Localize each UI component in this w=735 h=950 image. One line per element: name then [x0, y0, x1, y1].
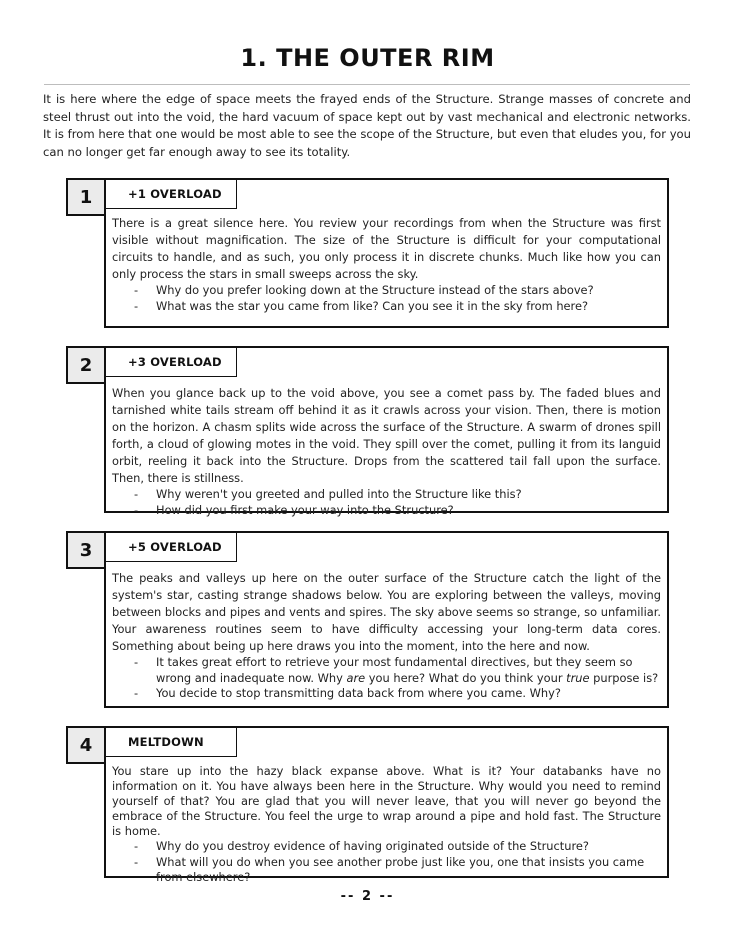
question-list-2: [106, 487, 667, 518]
page-title: 1. THE OUTER RIM: [240, 44, 495, 72]
question-item: [128, 487, 661, 503]
question-text-part: you here? What do you think your: [365, 670, 567, 685]
list-dash: -: [134, 655, 139, 669]
card-body-4: You stare up into the hazy black expanse above. What is it? Your databanks have no information on it. You have always been here in the Structure. Why would you need to remind yourself of that? You are glad that you will never leave, that you will never go beyond the embrace of the Structure. You feel the urge to wrap around a pipe and hold fast. The Structure is home.: [112, 764, 661, 838]
question-text: What will you do when you see another probe just like you, one that insists you came from elsewhere?: [156, 854, 645, 884]
page-number: -- 2 --: [340, 889, 395, 904]
question-text: Why weren't you greeted and pulled into the Structure like this?: [156, 487, 522, 501]
title-divider: [44, 84, 690, 85]
result-card-1: [104, 178, 669, 328]
question-list-4: [106, 839, 667, 886]
question-text-part: purpose is?: [589, 670, 659, 685]
question-item: [128, 503, 661, 519]
card-number-4: 4: [66, 726, 104, 764]
card-label-4: MELTDOWN: [106, 728, 237, 757]
card-label-1: +1 OVERLOAD: [106, 180, 237, 209]
result-card-2: [104, 346, 669, 517]
emphasis-are: are: [346, 670, 366, 685]
result-card-3: [104, 531, 669, 708]
card-body-1: There is a great silence here. You review your recordings from when the Structure was first visible without magnification. The size of the Structure is difficult for your computational circuits to handle, and as such, you only process it in discrete chunks. Much like how you can only process the stars in small sweeps across the sky.: [112, 216, 661, 281]
list-dash: -: [134, 686, 139, 700]
question-text: Why do you prefer looking down at the Structure instead of the stars above?: [156, 283, 594, 297]
list-dash: -: [134, 854, 139, 869]
list-dash: -: [134, 487, 139, 501]
question-text: How did you first make your way into the Structure?: [156, 502, 454, 517]
result-card-4: [104, 726, 669, 884]
question-text: Why do you destroy evidence of having originated outside of the Structure?: [156, 839, 589, 853]
list-dash: -: [134, 298, 139, 313]
question-text: What was the star you came from like? Can you see it in the sky from here?: [156, 298, 589, 313]
question-list-1: [106, 283, 667, 314]
question-item: [128, 839, 661, 855]
question-text-part: It takes great effort to retrieve your most fundamental directives, but they seem so wrong and inadequate now. Why: [156, 655, 633, 685]
card-number-3: 3: [66, 531, 104, 569]
emphasis-true: true: [566, 670, 590, 685]
question-text: You decide to stop transmitting data back from where you came. Why?: [156, 686, 561, 700]
card-label-3: +5 OVERLOAD: [106, 533, 237, 562]
question-item: [128, 855, 661, 886]
list-dash: -: [134, 283, 139, 297]
list-dash: -: [134, 839, 139, 853]
question-item: [128, 283, 661, 299]
question-list-3: [106, 655, 667, 702]
card-body-3: The peaks and valleys up here on the outer surface of the Structure catch the light of the system's star, casting strange shadows below. You are exploring between the valleys, moving between blocks and pipes and vents and spires. The sky above seems so strange, so unfamiliar. Your awareness routines seem to have difficulty accessing your long-term data cores. Something about being up here draws you into the moment, into the here and now.: [112, 571, 661, 653]
card-number-1: 1: [66, 178, 104, 216]
card-label-2: +3 OVERLOAD: [106, 348, 237, 377]
question-item: [128, 686, 661, 702]
card-body-2: When you glance back up to the void above, you see a comet pass by. The faded blues and tarnished white tails stream off behind it as it crawls across your vision. Then, there is motion on the horizon. A chasm splits wide across the surface of the Structure. A swarm of drones spill forth, a cloud of glowing motes in the void. They spill over the comet, pulling it from its languid orbit, reeling it back into the Structure. Drops from the scattered tail fall upon the surface. Then, there is stillness.: [112, 386, 661, 485]
card-number-2: 2: [66, 346, 104, 384]
intro-paragraph: It is here where the edge of space meets the frayed ends of the Structure. Strange masses of concrete and steel thrust out into the void, the hard vacuum of space kept out by vast mechanical and electronic networks. It is from here that one would be most able to see the scope of the Structure, but even that eludes you, for you can no longer get far enough away to see its totality.: [43, 92, 691, 159]
question-item: [128, 299, 661, 315]
question-item: [128, 655, 661, 686]
list-dash: -: [134, 502, 139, 517]
